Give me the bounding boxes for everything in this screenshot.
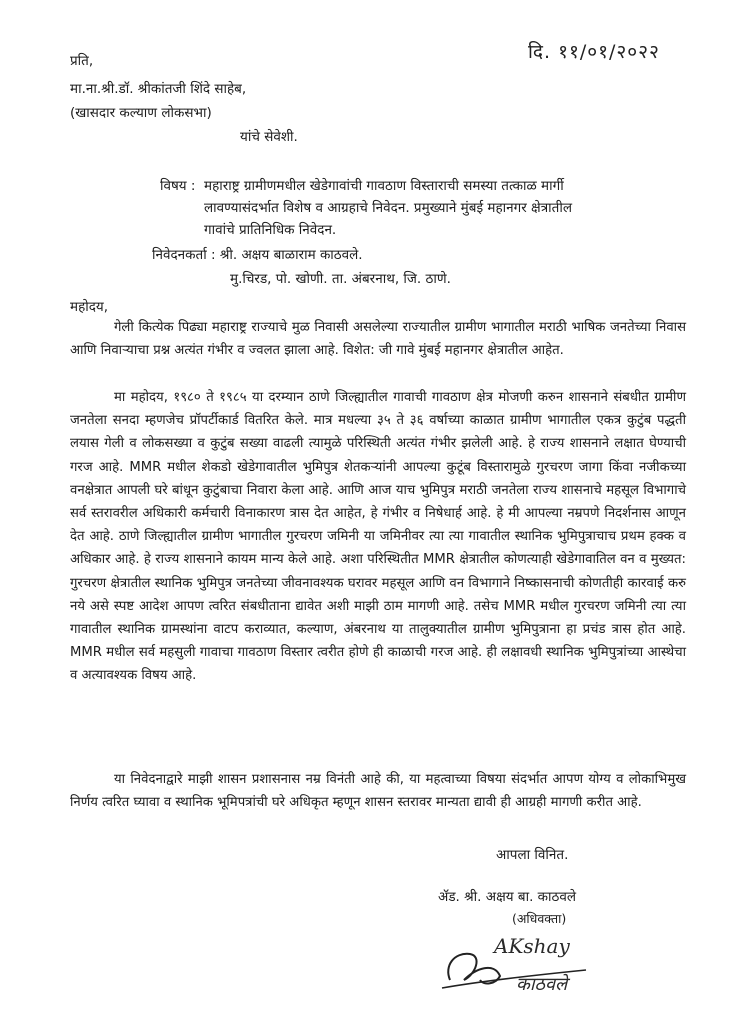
body-paragraph-3: या निवेदनाद्वारे माझी शासन प्रशासनास नम्र विनंती आहे की, या महत्वाच्या विषया संदर्भात आपण योग्य व लोकाभिमुख निर्णय त्वरित घ्यावा व स्थानिक भूमिपत्रांची घरे अधिकृत म्हणून शासन स्तरावर मान्यता द्यावी ही आग्रही मागणी करीत आहे. — [70, 772, 686, 811]
sender-address: मु.चिरड, पो. खोणी. ता. अंबरनाथ, जि. ठाणे. — [230, 271, 451, 287]
recipient-designation: (खासदार कल्याण लोकसभा) — [70, 105, 212, 121]
prati-label: प्रति, — [70, 53, 94, 69]
sender-line-1: निवेदनकर्ता : श्री. अक्षय बाळाराम काठवले. — [152, 247, 363, 263]
signature-devanagari: काठवले — [516, 974, 568, 995]
body-paragraph-2: मा महोदय, १९८० ते १९८५ या दरम्यान ठाणे जिल्ह्यातील गावाची गावठाण क्षेत्र मोजणी करुन शासनाने संबधीत ग्रामीण जनतेला सनदा म्हणजेच प्रॉपर्टीकार्ड वितरित केले. मात्र मधल्या ३५ ते ३६ वर्षाच्या काळात ग्रामीण भागातील एकत्र कुटुंब पद्धती लयास गेली व लोकसख्या व कुटुंब सख्या वाढली त्यामुळे परिस्थिती अत्यंत गंभीर झलेली आहे. हे राज्य शासनाने लक्षात घेण्याची गरज आहे. MMR मधील शेकडो खेडेगावातील भुमिपुत्र शेतकऱ्यांनी आपल्या कुटूंब विस्तारामुळे गुरचरण जागा किंवा नजीकच्या वनक्षेत्रात आपली घरे बांधून कुटुंबाचा निवारा केला आहे. आणि आज याच भुमिपुत्र मराठी जनतेला राज्य शासनाचे महसूल विभागाचे सर्व स्तरावरील अधिकारी कर्मचारी विनाकारण त्रास देत आहेत, हे गंभीर व निषेधार्ह आहे. हे मी आपल्या नम्रपणे निदर्शनास आणून देत आहे. ठाणे जिल्ह्यातील ग्रामीण भागातील गुरचरण जमिनी या जमिनीवर त्या त्या गावातील स्थानिक भुमिपुत्राचाच प्रथम हक्क व अधिकार आहे. हे राज्य शासनाने कायम मान्य केले आहे. अशा परिस्थितीत MMR क्षेत्रातील कोणत्याही खेडेगावातिल वन व मुख्यत: गुरचरण क्षेत्रातील स्थानिक भुमिपुत्र जनतेच्या जीवनावश्यक घरावर महसूल आणि वन विभागाने निष्कासनाची कोणतीही कारवाई करु नये असे स्पष्ट आदेश आपण त्वरित संबधीताना द्यावेत अशी माझी ठाम मागणी आहे. तसेच MMR मधील गुरचरण जमिनी त्या त्या गावातील स्थानिक ग्रामस्थांना वाटप कराव्यात, कल्याण, अंबरनाथ या तालुक्यातील ग्रामीण भुमिपुत्राना हा प्रचंड त्रास होत आहे. MMR मधील सर्व महसुली गावाचा गावठाण विस्तार त्वरीत होणे ही काळाची गरज आहे. ही लक्षावधी स्थानिक भुमिपुत्रांच्या आस्थेचा व अत्यावश्यक विषय आहे. — [70, 390, 686, 684]
handwritten-signature — [436, 922, 606, 1012]
subject-line-1: महाराष्ट्र ग्रामीणमधील खेडेगावांची गावठाण विस्ताराची समस्या तत्काळ मार्गी — [204, 178, 564, 194]
signature-latin: AKshay — [494, 934, 570, 958]
greeting: महोदय, — [70, 299, 109, 315]
subject-line-3: गावांचे प्रातिनिधिक निवेदन. — [204, 222, 337, 238]
recipient-salutation: यांचे सेवेशी. — [240, 129, 298, 145]
subject-line-2: लावण्यासंदर्भात विशेष व आग्रहाचे निवेदन. प्रमुख्याने मुंबई महानगर क्षेत्रातील — [204, 200, 572, 216]
letter-date: दि. ११/०१/२०२२ — [528, 41, 660, 63]
recipient-name: मा.ना.श्री.डॉ. श्रीकांतजी शिंदे साहेब, — [70, 81, 247, 97]
subject-label: विषय : — [160, 178, 196, 194]
body-paragraph-1: गेली कित्येक पिढ्या महाराष्ट्र राज्याचे मुळ निवासी असलेल्या राज्यातील ग्रामीण भागातील मराठी भाषिक जनतेच्या निवास आणि निवाऱ्याचा प्रश्न अत्यंत गंभीर व ज्वलत झाला आहे. विशेत: जी गावे मुंबई महानगर क्षेत्रातील आहेत. — [70, 320, 686, 359]
closing: आपला विनित. — [496, 847, 569, 863]
signatory-title: (अधिवक्ता) — [512, 911, 567, 926]
signatory-name: ॲड. श्री. अक्षय बा. काठवले — [438, 889, 577, 905]
subject-block — [160, 175, 670, 241]
